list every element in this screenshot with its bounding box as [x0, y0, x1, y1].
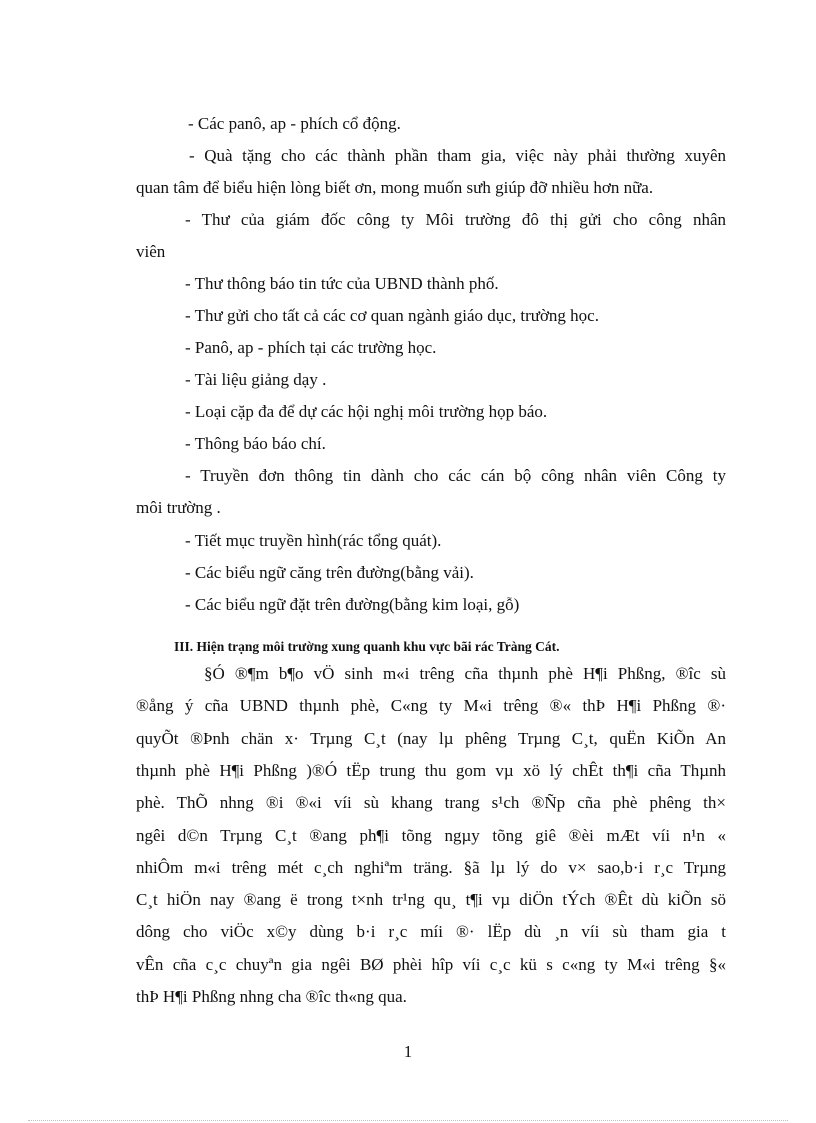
paragraph-line: §Ó ®¶m b¶o vÖ sinh m«i trêng cña thµnh phè H¶i Phßng, ®îc sù	[204, 664, 726, 683]
paragraph-line: thÞ H¶i Phßng nhng cha ®îc th«ng qua.	[136, 987, 407, 1006]
bullet-continuation: môi trường .	[136, 498, 221, 517]
bullet-line: - Tài liệu giảng dạy .	[185, 370, 327, 389]
bullet-line: - Thư thông báo tin tức của UBND thành phố.	[185, 274, 499, 293]
bullet-line: - Các biểu ngữ đặt trên đường(bằng kim loại, gỗ)	[185, 595, 520, 614]
paragraph-line: vÊn cña c¸c chuyªn gia ngêi BØ phèi hîp víi c¸c kü s c«ng ty M«i trêng §«	[136, 955, 726, 974]
paragraph-line: nhiÔm m«i trêng mét c¸ch nghiªm träng. §ã lµ lý do v× sao,b·i r¸c Trµng	[136, 858, 726, 877]
bullet-line: - Thông báo báo chí.	[185, 434, 326, 453]
paragraph-line: C¸t hiÖn nay ®ang ë trong t×nh tr¹ng qu¸ t¶i vµ diÖn tÝch ®Êt dù kiÕn sö	[136, 890, 726, 909]
bullet-line: - Panô, ap - phích tại các trường học.	[185, 338, 437, 357]
paragraph-line: ngêi d©n Trµng C¸t ®ang ph¶i tõng ngµy tõng giê ®èi mÆt víi n¹n «	[136, 826, 726, 845]
paragraph-line: thµnh phè H¶i Phßng )®Ó tËp trung thu gom vµ xö lý chÊt th¶i cña Thµnh	[136, 761, 726, 780]
paragraph-line: ®ång ý cña UBND thµnh phè, C«ng ty M«i trêng ®« thÞ H¶i Phßng ®·	[136, 696, 726, 715]
page-bottom-divider	[28, 1120, 788, 1121]
bullet-line: - Các biểu ngữ căng trên đường(bằng vải).	[185, 563, 474, 582]
bullet-line: - Thư gửi cho tất cả các cơ quan ngành giáo dục, trường học.	[185, 306, 599, 325]
bullet-line: - Các panô, ap - phích cổ động.	[188, 114, 401, 133]
paragraph-line: phè. ThÕ nhng ®i ®«i víi sù khang trang s¹ch ®Ñp cña phè phêng th×	[136, 793, 726, 812]
paragraph-line: dông cho viÖc x©y dùng b·i r¸c míi ®· lËp dù ¸n víi sù tham gia t	[136, 922, 726, 941]
bullet-line: - Tiết mục truyền hình(rác tổng quát).	[185, 531, 442, 550]
bullet-line: - Quà tặng cho các thành phần tham gia, việc này phải thường xuyên	[189, 146, 726, 165]
bullet-line: - Truyền đơn thông tin dành cho các cán bộ công nhân viên Công ty	[185, 466, 726, 485]
bullet-line: - Loại cặp đa để dự các hội nghị môi trường họp báo.	[185, 402, 548, 421]
bullet-line: - Thư của giám đốc công ty Môi trường đô thị gửi cho công nhân	[185, 210, 726, 229]
bullet-continuation: quan tâm để biểu hiện lòng biết ơn, mong muốn sưh giúp đỡ nhiều hơn nữa.	[136, 178, 654, 197]
page-number: 1	[403, 1042, 413, 1061]
bullet-continuation: viên	[136, 242, 166, 261]
paragraph-line: quyÕt ®Þnh chän x· Trµng C¸t (nay lµ phêng Trµng C¸t, quËn KiÕn An	[136, 729, 726, 748]
section-heading: III. Hiện trạng môi trường xung quanh khu vực bãi rác Tràng Cát.	[174, 639, 560, 654]
